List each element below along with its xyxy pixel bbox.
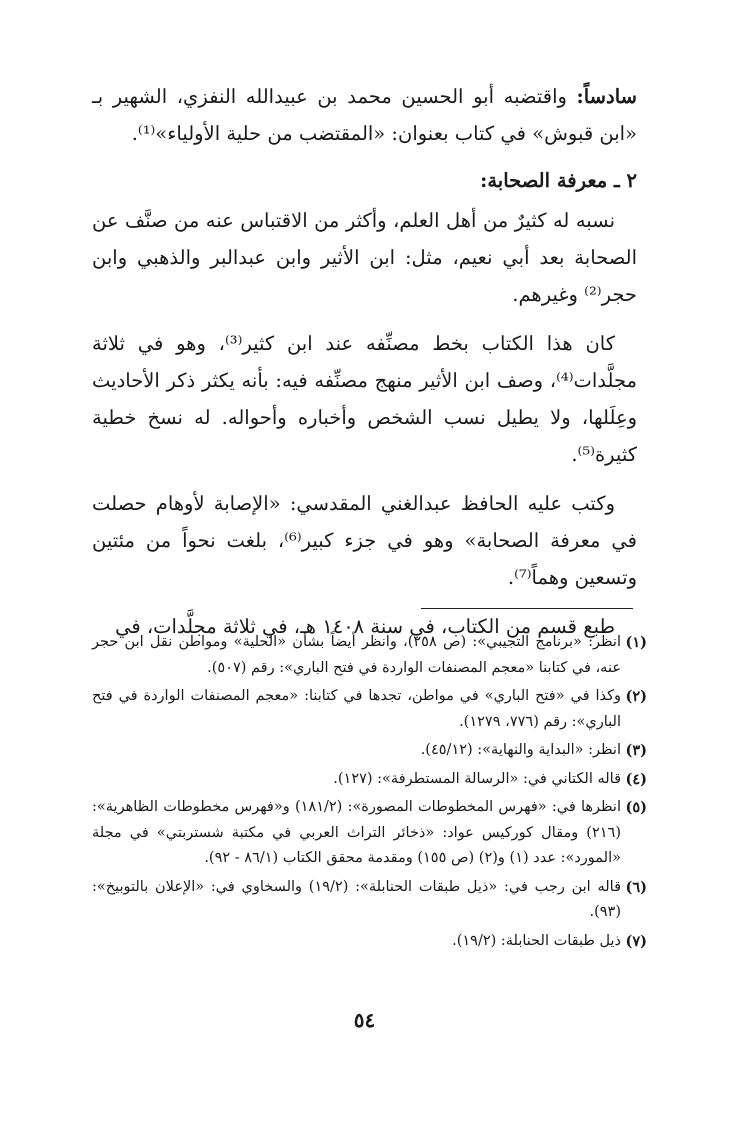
main-text [92, 78, 637, 657]
paragraph-attribution: نسبه له كثيرٌ من أهل العلم، وأكثر من الاقتباس عنه من صنَّف عن الصحابة بعد أبي نعيم، مثل: ابن الأثير وابن عبدالبر والذهبي وابن حجر⁽²⁾ وغيرهم. [92, 209, 637, 306]
footnote-number: (٥) [625, 799, 647, 816]
footnote-number: (٧) [625, 932, 647, 950]
footnote-number: (١) [625, 634, 647, 651]
footnote-number: (٤) [625, 770, 647, 788]
paragraph-critique: وكتب عليه الحافظ عبدالغني المقدسي: «الإصابة لأوهام حصلت في معرفة الصحابة» وهو في جزء كبير⁽⁶⁾، بلغت نحواً من مئتين وتسعين وهماً⁽⁷⁾. [92, 492, 637, 589]
footnote-text: قاله ابن رجب في: «ذيل طبقات الحنابلة»: (١٩/٢) والسخاوي في: «الإعلان بالتوبيخ»: (٩٣). [92, 878, 621, 920]
paragraph-sixth [92, 78, 637, 152]
footnote-2 [92, 684, 647, 735]
section-heading: ٢ ـ معرفة الصحابة: [480, 169, 637, 192]
paragraph-lead: سادساً: [576, 85, 637, 108]
footnote-7 [92, 929, 647, 955]
footnote-text: قاله الكتاني في: «الرسالة المستطرفة»: (١٢٧). [333, 770, 621, 787]
footnote-text: انظر: «البداية والنهاية»: (٤٥/١٢). [420, 742, 621, 758]
footnote-number: (٦) [625, 878, 647, 896]
footnote-text: انظرها في: «فهرس المخطوطات المصورة»: (١٨١/٢) و«فهرس مخطوطات الظاهرية»: (٢١٦) ومقال كوركيس عواد: «ذخائر التراث العربي في مكتبة شستربتي» في مجلة «المورد»: عدد (١) و(٢) (ص ١٥٥) ومقدمة محقق الكتاب (٨٦/١ - ٩٢). [92, 799, 621, 866]
footnotes [92, 630, 647, 957]
page-number: ٥٤ [353, 1008, 376, 1032]
footnote-5 [92, 795, 647, 872]
footnote-text: ذيل طبقات الحنابلة: (١٩/٢). [452, 932, 621, 949]
paragraph-manuscript: كان هذا الكتاب بخط مصنِّفه عند ابن كثير⁽³⁾، وهو في ثلاثة مجلَّدات⁽⁴⁾، وصف ابن الأثير منهج مصنِّفه فيه: بأنه يكثر ذكر الأحاديث وعِلَلها، ولا يطيل نسب الشخص وأخباره وأحواله. له نسخ خطية كثيرة⁽⁵⁾. [92, 332, 637, 466]
footnote-divider [421, 608, 633, 609]
footnote-4 [92, 767, 647, 793]
paragraph-text: واقتضبه أبو الحسين محمد بن عبيدالله النفزي، الشهير بـ «ابن قبوش» في كتاب بعنوان: «المقتضب من حلية الأولياء»⁽¹⁾. [92, 85, 637, 145]
footnote-number: (٣) [625, 742, 647, 759]
footnote-3 [92, 738, 647, 764]
footnote-6 [92, 875, 647, 926]
footnote-number: (٢) [625, 688, 647, 705]
footnote-1 [92, 630, 647, 681]
paragraph-printing: طبع قسم من الكتاب، في سنة ١٤٠٨ هـ، في ثلاثة مجلَّدات، في [115, 615, 615, 638]
footnote-text: وكذا في «فتح الباري» في مواطن، تجدها في كتابنا: «معجم المصنفات الواردة في فتح الباري»: رقم (٧٧٦، ١٢٧٩). [92, 688, 621, 730]
footnote-text: انظر: «برنامج التجيبي»: (ص ٢٥٨)، وانظر أيضاً بشأن «الحلية» ومواطن نقل ابن حجر عنه، في كتابنا «معجم المصنفات الواردة في فتح الباري»: رقم (٥٠٧). [92, 634, 621, 676]
